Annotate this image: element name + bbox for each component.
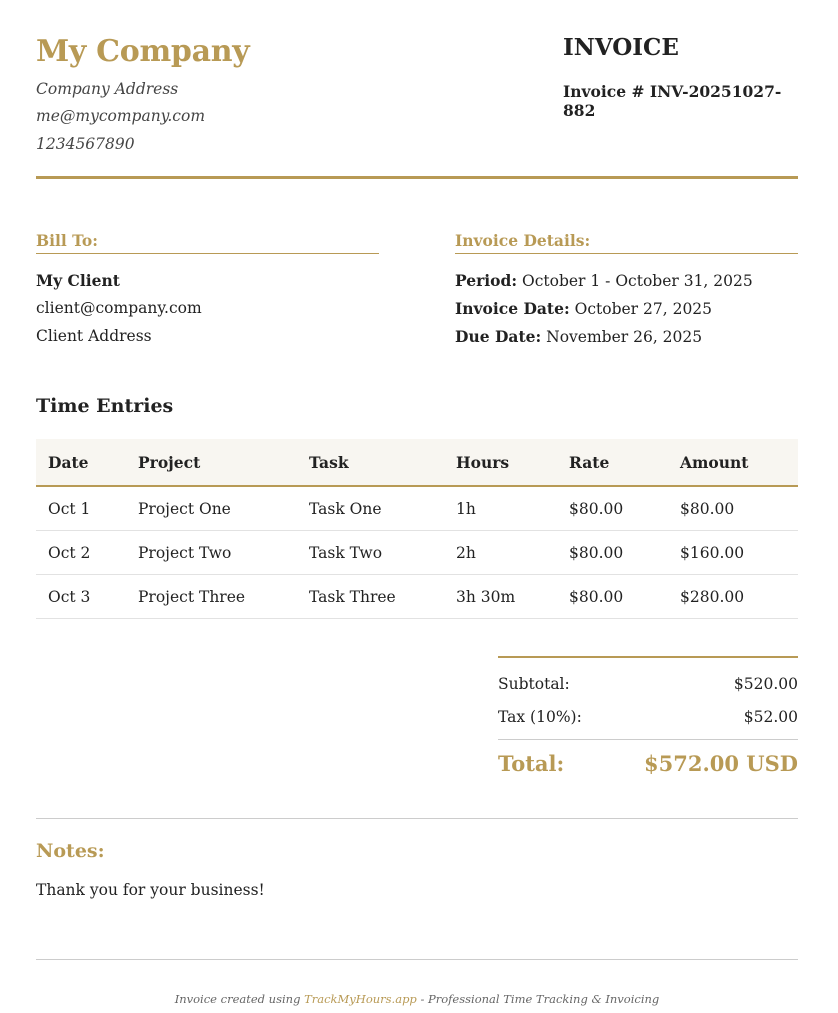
invoice-number: Invoice # INV-20251027-882 xyxy=(563,82,782,120)
cell-project: Project Two xyxy=(126,531,297,575)
tax-value: $52.00 xyxy=(743,708,798,726)
time-entries-table xyxy=(36,439,798,619)
header-divider xyxy=(36,176,798,179)
cell-project: Project Three xyxy=(126,575,297,619)
footer-prefix: Invoice created using xyxy=(174,992,305,1006)
column-header: Rate xyxy=(557,439,668,486)
column-header: Date xyxy=(36,439,126,486)
column-header: Project xyxy=(126,439,297,486)
table-row xyxy=(36,531,798,575)
cell-task: Task One xyxy=(297,486,444,531)
client-name: My Client xyxy=(36,271,120,290)
cell-task: Task Three xyxy=(297,575,444,619)
invoice-date-line: Invoice Date: October 27, 2025 xyxy=(455,299,713,318)
invoice-page xyxy=(36,0,798,1013)
column-header: Hours xyxy=(444,439,557,486)
notes-text: Thank you for your business! xyxy=(36,881,265,899)
due-date-line: Due Date: November 26, 2025 xyxy=(455,327,703,346)
company-address: Company Address xyxy=(36,80,179,98)
cell-rate: $80.00 xyxy=(557,486,668,531)
tax-row xyxy=(498,708,798,726)
total-value: $572.00 USD xyxy=(644,751,798,776)
cell-amount: $80.00 xyxy=(668,486,798,531)
column-header: Amount xyxy=(668,439,798,486)
total-label: Total: xyxy=(498,751,565,776)
period-line: Period: October 1 - October 31, 2025 xyxy=(455,271,753,290)
total-row xyxy=(498,751,798,776)
company-name: My Company xyxy=(36,34,250,69)
invoice-details-heading: Invoice Details: xyxy=(455,231,798,254)
cell-project: Project One xyxy=(126,486,297,531)
company-email: me@mycompany.com xyxy=(36,107,206,125)
table-row xyxy=(36,575,798,619)
cell-task: Task Two xyxy=(297,531,444,575)
invoice-title: INVOICE xyxy=(563,34,679,61)
cell-rate: $80.00 xyxy=(557,531,668,575)
table-row xyxy=(36,486,798,531)
footer xyxy=(36,992,798,1006)
bill-to-heading: Bill To: xyxy=(36,231,379,254)
subtotal-row xyxy=(498,675,798,693)
subtotal-label: Subtotal: xyxy=(498,675,570,693)
tax-label: Tax (10%): xyxy=(498,708,582,726)
total-divider xyxy=(498,739,798,740)
footer-divider xyxy=(36,959,798,960)
time-entries-title: Time Entries xyxy=(36,395,174,417)
notes-heading: Notes: xyxy=(36,840,105,862)
totals-divider xyxy=(498,656,798,658)
cell-date: Oct 1 xyxy=(36,486,126,531)
column-header: Task xyxy=(297,439,444,486)
cell-date: Oct 2 xyxy=(36,531,126,575)
company-phone: 1234567890 xyxy=(36,135,135,153)
cell-hours: 3h 30m xyxy=(444,575,557,619)
footer-link[interactable]: TrackMyHours.app xyxy=(304,992,417,1006)
client-address: Client Address xyxy=(36,327,152,345)
cell-date: Oct 3 xyxy=(36,575,126,619)
cell-amount: $280.00 xyxy=(668,575,798,619)
cell-amount: $160.00 xyxy=(668,531,798,575)
notes-divider xyxy=(36,818,798,819)
cell-hours: 2h xyxy=(444,531,557,575)
cell-rate: $80.00 xyxy=(557,575,668,619)
cell-hours: 1h xyxy=(444,486,557,531)
table-header-row xyxy=(36,439,798,486)
client-email: client@company.com xyxy=(36,299,202,317)
subtotal-value: $520.00 xyxy=(733,675,798,693)
footer-suffix: - Professional Time Tracking & Invoicing xyxy=(416,992,660,1006)
